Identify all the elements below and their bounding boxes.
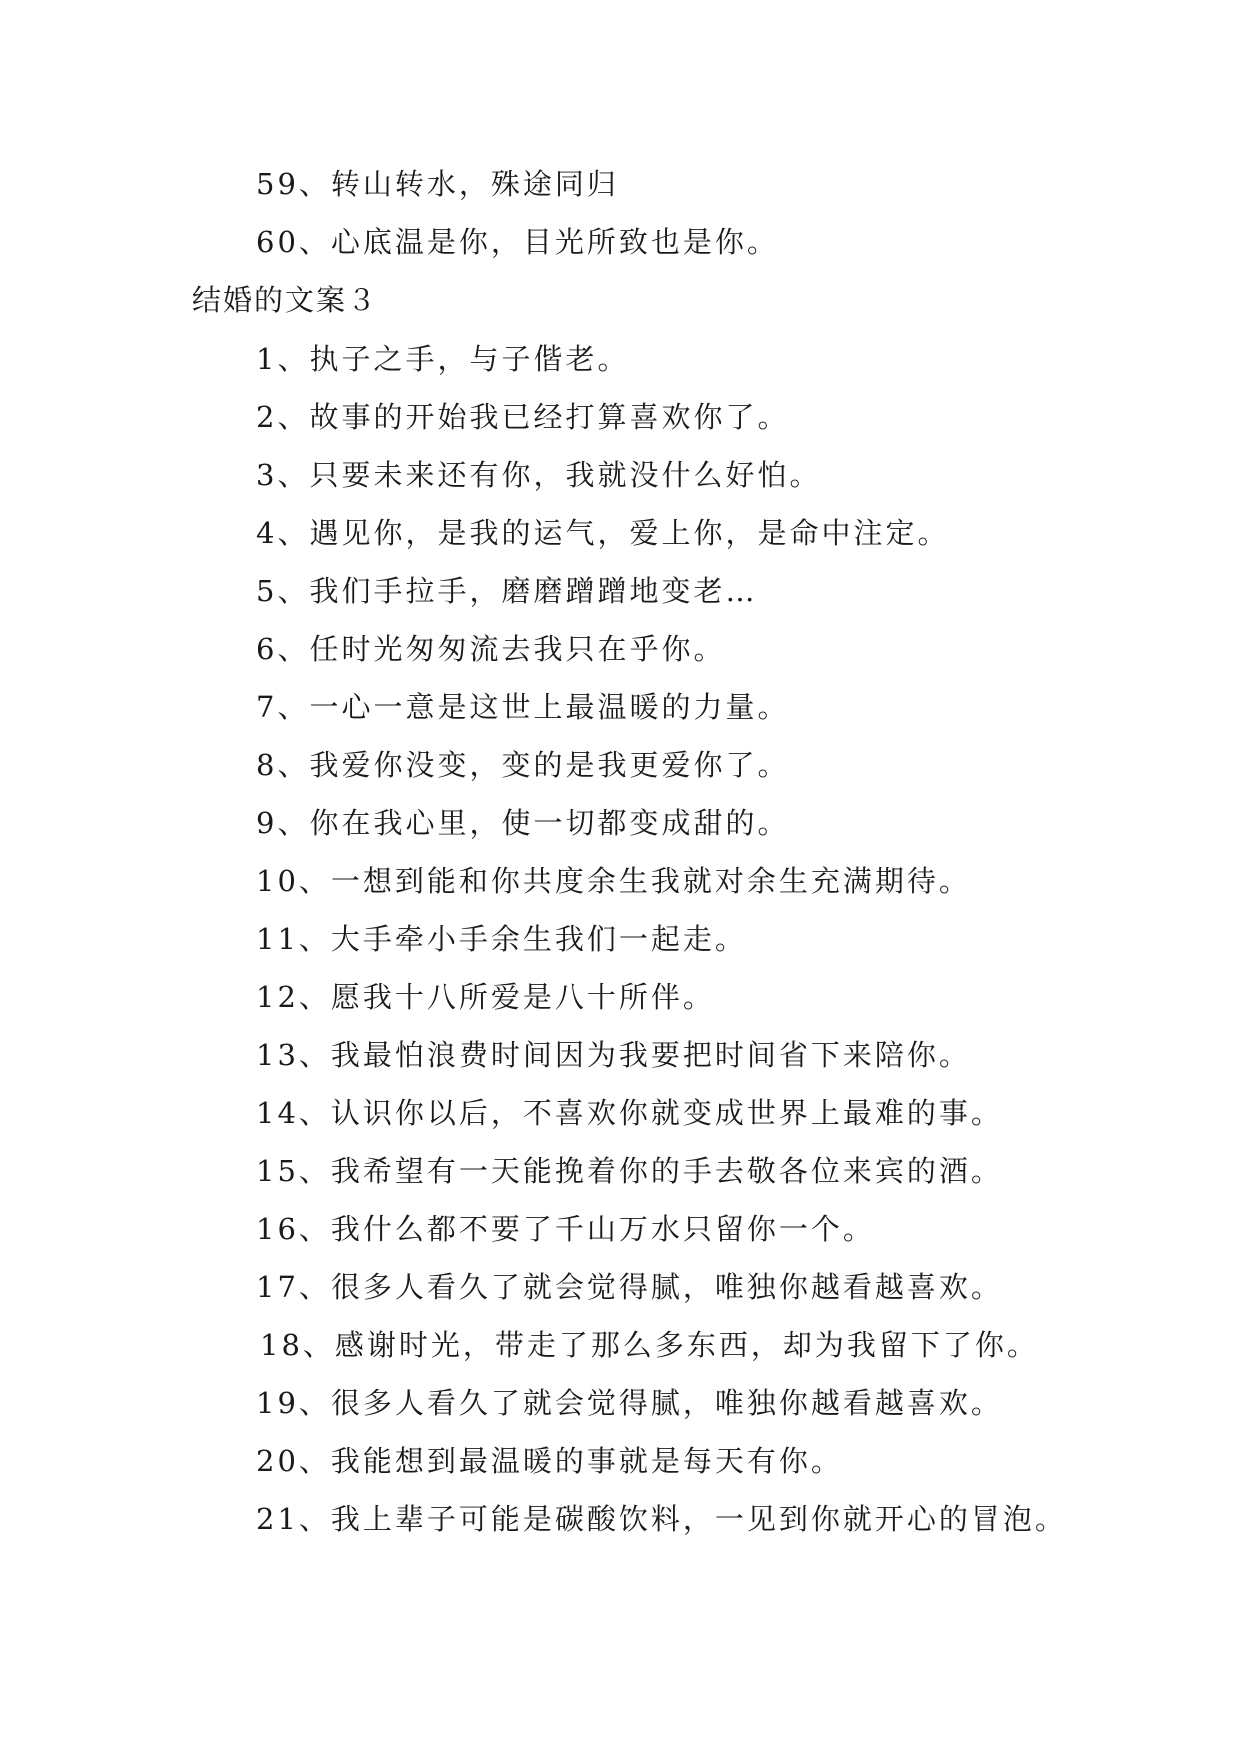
list-item: 59、转山转水，殊途同归 <box>256 167 619 201</box>
list-item: 9、你在我心里，使一切都变成甜的。 <box>256 806 790 840</box>
list-item: 6、任时光匆匆流去我只在乎你。 <box>256 632 726 666</box>
list-item: 4、遇见你，是我的运气，爱上你，是命中注定。 <box>256 516 950 550</box>
list-item: 12、愿我十八所爱是八十所伴。 <box>256 980 715 1014</box>
list-item: 19、很多人看久了就会觉得腻，唯独你越看越喜欢。 <box>256 1386 1003 1420</box>
list-item: 11、大手牵小手余生我们一起走。 <box>256 922 747 956</box>
list-item: 15、我希望有一天能挽着你的手去敬各位来宾的酒。 <box>256 1154 1003 1188</box>
list-item: 20、我能想到最温暖的事就是每天有你。 <box>256 1444 843 1478</box>
list-item: 18、感谢时光，带走了那么多东西，却为我留下了你。 <box>260 1328 1039 1362</box>
list-item: 14、认识你以后，不喜欢你就变成世界上最难的事。 <box>256 1096 1003 1130</box>
list-item: 16、我什么都不要了千山万水只留你一个。 <box>256 1212 875 1246</box>
list-item: 17、很多人看久了就会觉得腻，唯独你越看越喜欢。 <box>256 1270 1003 1304</box>
list-item: 2、故事的开始我已经打算喜欢你了。 <box>256 400 790 434</box>
section-heading: 结婚的文案３ <box>192 283 379 317</box>
list-item: 8、我爱你没变，变的是我更爱你了。 <box>256 748 790 782</box>
list-item: 1、执子之手，与子偕老。 <box>256 342 630 376</box>
list-item: 60、心底温是你，目光所致也是你。 <box>256 225 779 259</box>
list-item: 3、只要未来还有你，我就没什么好怕。 <box>256 458 822 492</box>
list-item: 21、我上辈子可能是碳酸饮料，一见到你就开心的冒泡。 <box>256 1502 1067 1536</box>
list-item: 7、一心一意是这世上最温暖的力量。 <box>256 690 790 724</box>
list-item: 13、我最怕浪费时间因为我要把时间省下来陪你。 <box>256 1038 971 1072</box>
list-item: 10、一想到能和你共度余生我就对余生充满期待。 <box>256 864 971 898</box>
list-item: 5、我们手拉手，磨磨蹭蹭地变老… <box>256 574 758 608</box>
